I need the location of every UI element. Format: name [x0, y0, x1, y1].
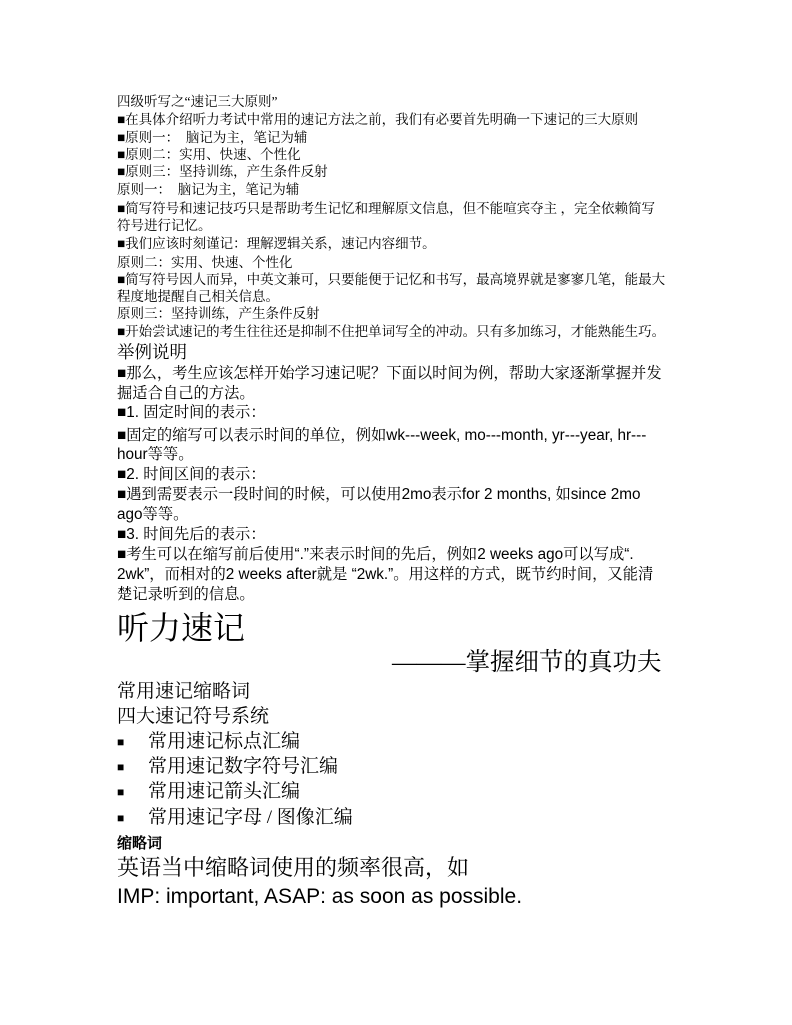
abbreviations-text: 英语当中缩略词使用的频率很高，如: [117, 854, 470, 880]
example-line: ■考生可以在缩写前后使用“.”来表示时间的先后，例如2 weeks ago可以写成“.: [117, 546, 634, 563]
example-line: ago等等。: [117, 506, 189, 523]
shorthand-subtitle: ———掌握细节的真功夫: [392, 649, 662, 676]
symbol-system-label: 常用速记字母 / 图像汇编: [148, 807, 353, 828]
square-bullet-icon: ■: [117, 735, 125, 749]
principle-body-line: ■简写符号和速记技巧只是帮助考生记忆和理解原文信息，但不能喧宾夺主 ，完全依赖简写: [117, 200, 656, 216]
principle-heading: 原则二：实用、快速、个性化: [117, 254, 293, 270]
example-line: ■那么，考生应该怎样开始学习速记呢？下面以时间为例，帮助大家逐渐掌握并发: [117, 365, 662, 382]
example-heading: 举例说明: [117, 342, 187, 362]
example-line: ■固定的缩写可以表示时间的单位，例如wk---week, mo---month, yr---year, hr---: [117, 427, 647, 444]
principle-body-line: ■简写符号因人而异，中英文兼可，只要能便于记忆和书写，最高境界就是寥寥几笔，能最大: [117, 271, 666, 287]
example-line: ■遇到需要表示一段时间的时候，可以使用2mo表示for 2 months, 如since 2mo: [117, 486, 641, 503]
symbol-system-label: 常用速记标点汇编: [148, 731, 301, 752]
principle-summary-item: ■原则一： 脑记为主，笔记为辅: [117, 129, 308, 145]
symbol-system-label: 常用速记箭头汇编: [148, 781, 301, 802]
example-line: hour等等。: [117, 446, 194, 463]
example-subheading: ■3. 时间先后的表示：: [117, 526, 266, 543]
example-line: 楚记录听到的信息。: [117, 586, 255, 603]
intro-line: ■在具体介绍听力考试中常用的速记方法之前，我们有必要首先明确一下速记的三大原则: [117, 111, 639, 127]
symbol-system-item: [117, 780, 517, 804]
principle-heading: 原则三：坚持训练，产生条件反射: [117, 305, 320, 321]
principle-body-line: 符号进行记忆。: [117, 217, 212, 233]
principle-body-line: ■开始尝试速记的考生往往还是抑制不住把单词写全的冲动。只有多加练习，才能熟能生巧。: [117, 323, 666, 339]
symbol-system-item: [117, 806, 517, 830]
principle-body-line: 程度地提醒自己相关信息。: [117, 288, 279, 304]
abbreviations-section-heading: 常用速记缩略词: [117, 681, 251, 702]
example-subheading: ■1. 固定时间的表示：: [117, 404, 266, 421]
square-bullet-icon: ■: [117, 811, 125, 825]
shorthand-title: 听力速记: [117, 610, 246, 646]
square-bullet-icon: ■: [117, 785, 125, 799]
symbol-system-label: 常用速记数字符号汇编: [148, 756, 339, 777]
principle-summary-item: ■原则三：坚持训练，产生条件反射: [117, 163, 328, 179]
example-line: 2wk”，而相对的2 weeks after就是 “2wk.”。用这样的方式，既节约时间，又能清: [117, 566, 654, 583]
square-bullet-icon: ■: [117, 760, 125, 774]
document-title: 四级听写之“速记三大原则”: [117, 93, 278, 109]
principle-body-line: ■我们应该时刻谨记：理解逻辑关系，速记内容细节。: [117, 235, 436, 251]
principle-heading: 原则一： 脑记为主，笔记为辅: [117, 181, 300, 197]
example-subheading: ■2. 时间区间的表示：: [117, 466, 266, 483]
principle-summary-item: ■原则二：实用、快速、个性化: [117, 146, 301, 162]
symbol-system-item: [117, 730, 517, 754]
abbreviations-example: IMP: important, ASAP: as soon as possible.: [117, 884, 523, 908]
symbol-systems-section-heading: 四大速记符号系统: [117, 706, 270, 727]
abbreviations-heading: 缩略词: [117, 834, 163, 852]
symbol-system-item: [117, 755, 517, 779]
example-line: 掘适合自己的方法。: [117, 385, 255, 402]
